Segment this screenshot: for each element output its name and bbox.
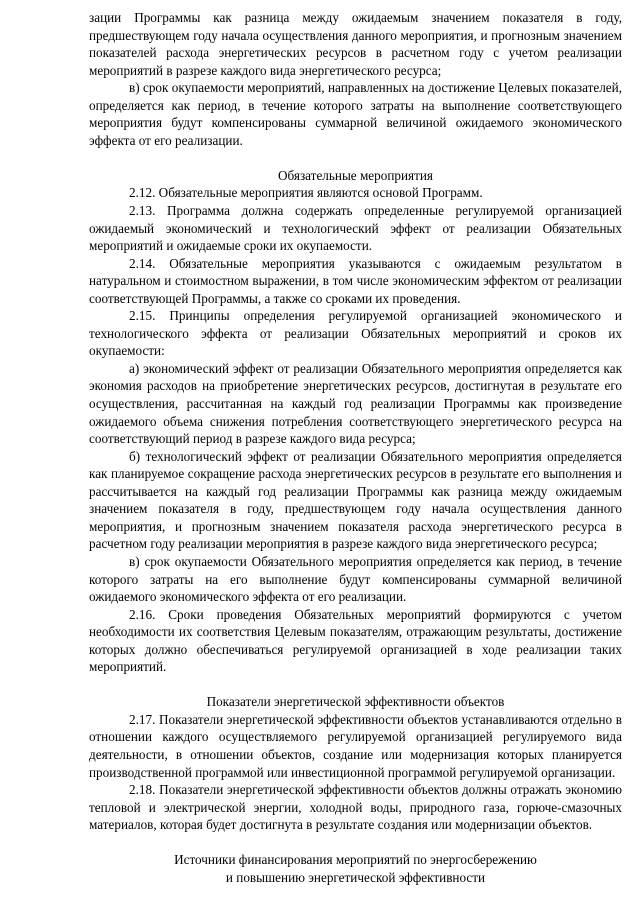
item-v-payback-period: в) срок окупаемости Обязательного мероприятия определяется как период, в течение которого затраты на его выполнение будут компенсированы суммарной величиной ожидаемого экономического эффекта от его реализации. <box>89 553 622 605</box>
paragraph-2-15: 2.15. Принципы определения регулируемой организацией экономического и технологического эффекта от реализации Обязательных мероприятий и сроков их окупаемости: <box>89 308 622 359</box>
section-heading-mandatory-measures: Обязательные мероприятия <box>277 167 434 183</box>
spacer <box>89 676 622 694</box>
paragraph-2-16: 2.16. Сроки проведения Обязательных мероприятий формируются с учетом необходимости их соответствия Целевым показателям, отражающим результаты, достижение которых должно обеспечиваться регулируемой организацией в ходе реализации таких мероприятий. <box>89 606 622 675</box>
section-heading-financing-sources-line1: Источники финансирования мероприятий по энергосбережению <box>174 852 537 868</box>
paragraph-2-14: 2.14. Обязательные мероприятия указываются с ожидаемым результатом в натуральном и стоимостном выражении, в том числе экономическим эффектом от реализации соответствующей Программы, а также со сроками их проведения. <box>89 255 622 306</box>
item-v-target-payback: в) срок окупаемости мероприятий, направленных на достижение Целевых показателей, определяется как период, в течение которого затраты на выполнение соответствующего мероприятия будут компенсированы суммарной величиной ожидаемого экономического эффекта от его реализации. <box>89 80 622 148</box>
continuation-paragraph: зации Программы как разница между ожидаемым значением показателя в году, предшествующем году начала осуществления данного мероприятия, и прогнозным значением показателей расхода энергетических ресурсов в расчетном году с учетом реализации мероприятий в разрезе каждого вида энергетического ресурса; <box>89 10 622 78</box>
paragraph-2-13: 2.13. Программа должна содержать определенные регулируемой организацией ожидаемый экономический и технологический эффект от реализации Обязательных мероприятий и ожидаемые сроки их окупаемости. <box>89 203 622 254</box>
spacer <box>89 149 622 167</box>
paragraph-2-18: 2.18. Показатели энергетической эффективности объектов должны отражать экономию тепловой и электрической энергии, холодной воды, природного газа, горюче-смазочных материалов, которая будет достигнута в результате создания или модернизации объектов. <box>89 782 622 833</box>
item-a-economic-effect: а) экономический эффект от реализации Обязательного мероприятия определяется как экономия расходов на приобретение энергетических ресурсов, достигнутая в результате его осуществления, рассчитанная на каждый год реализации Программы как произведение ожидаемого объема снижения потребления соответствующего энергетического ресурса на соответствующий период в разрезе каждого вида ресурса; <box>89 360 622 447</box>
section-heading-financing-sources-line2: и повышению энергетической эффективности <box>225 869 486 885</box>
spacer <box>89 834 622 852</box>
paragraph-2-17: 2.17. Показатели энергетической эффективности объектов устанавливаются отдельно в отношении каждого осуществляемого регулируемой организацией регулируемого вида деятельности, в отношении объектов, создание или модернизация которых планируется производственной программой или инвестиционной программой регулируемой организации. <box>89 711 622 780</box>
paragraph-2-12: 2.12. Обязательные мероприятия являются основой Программ. <box>129 185 483 201</box>
section-heading-energy-efficiency-indicators: Показатели энергетической эффективности объектов <box>206 694 505 710</box>
document-page <box>89 9 622 886</box>
item-b-technological-effect: б) технологический эффект от реализации Обязательного мероприятия определяется как планируемое сокращение расхода энергетических ресурсов в результате его выполнения и рассчитывается на каждый год реализации Программы как разница между ожидаемым значением показателя в году, предшествующем году начала осуществления данного мероприятия, и прогнозным значением показателя расхода энергетического ресурса в расчетном году реализации мероприятия в разрезе каждого вида энергетического ресурса; <box>89 448 622 552</box>
